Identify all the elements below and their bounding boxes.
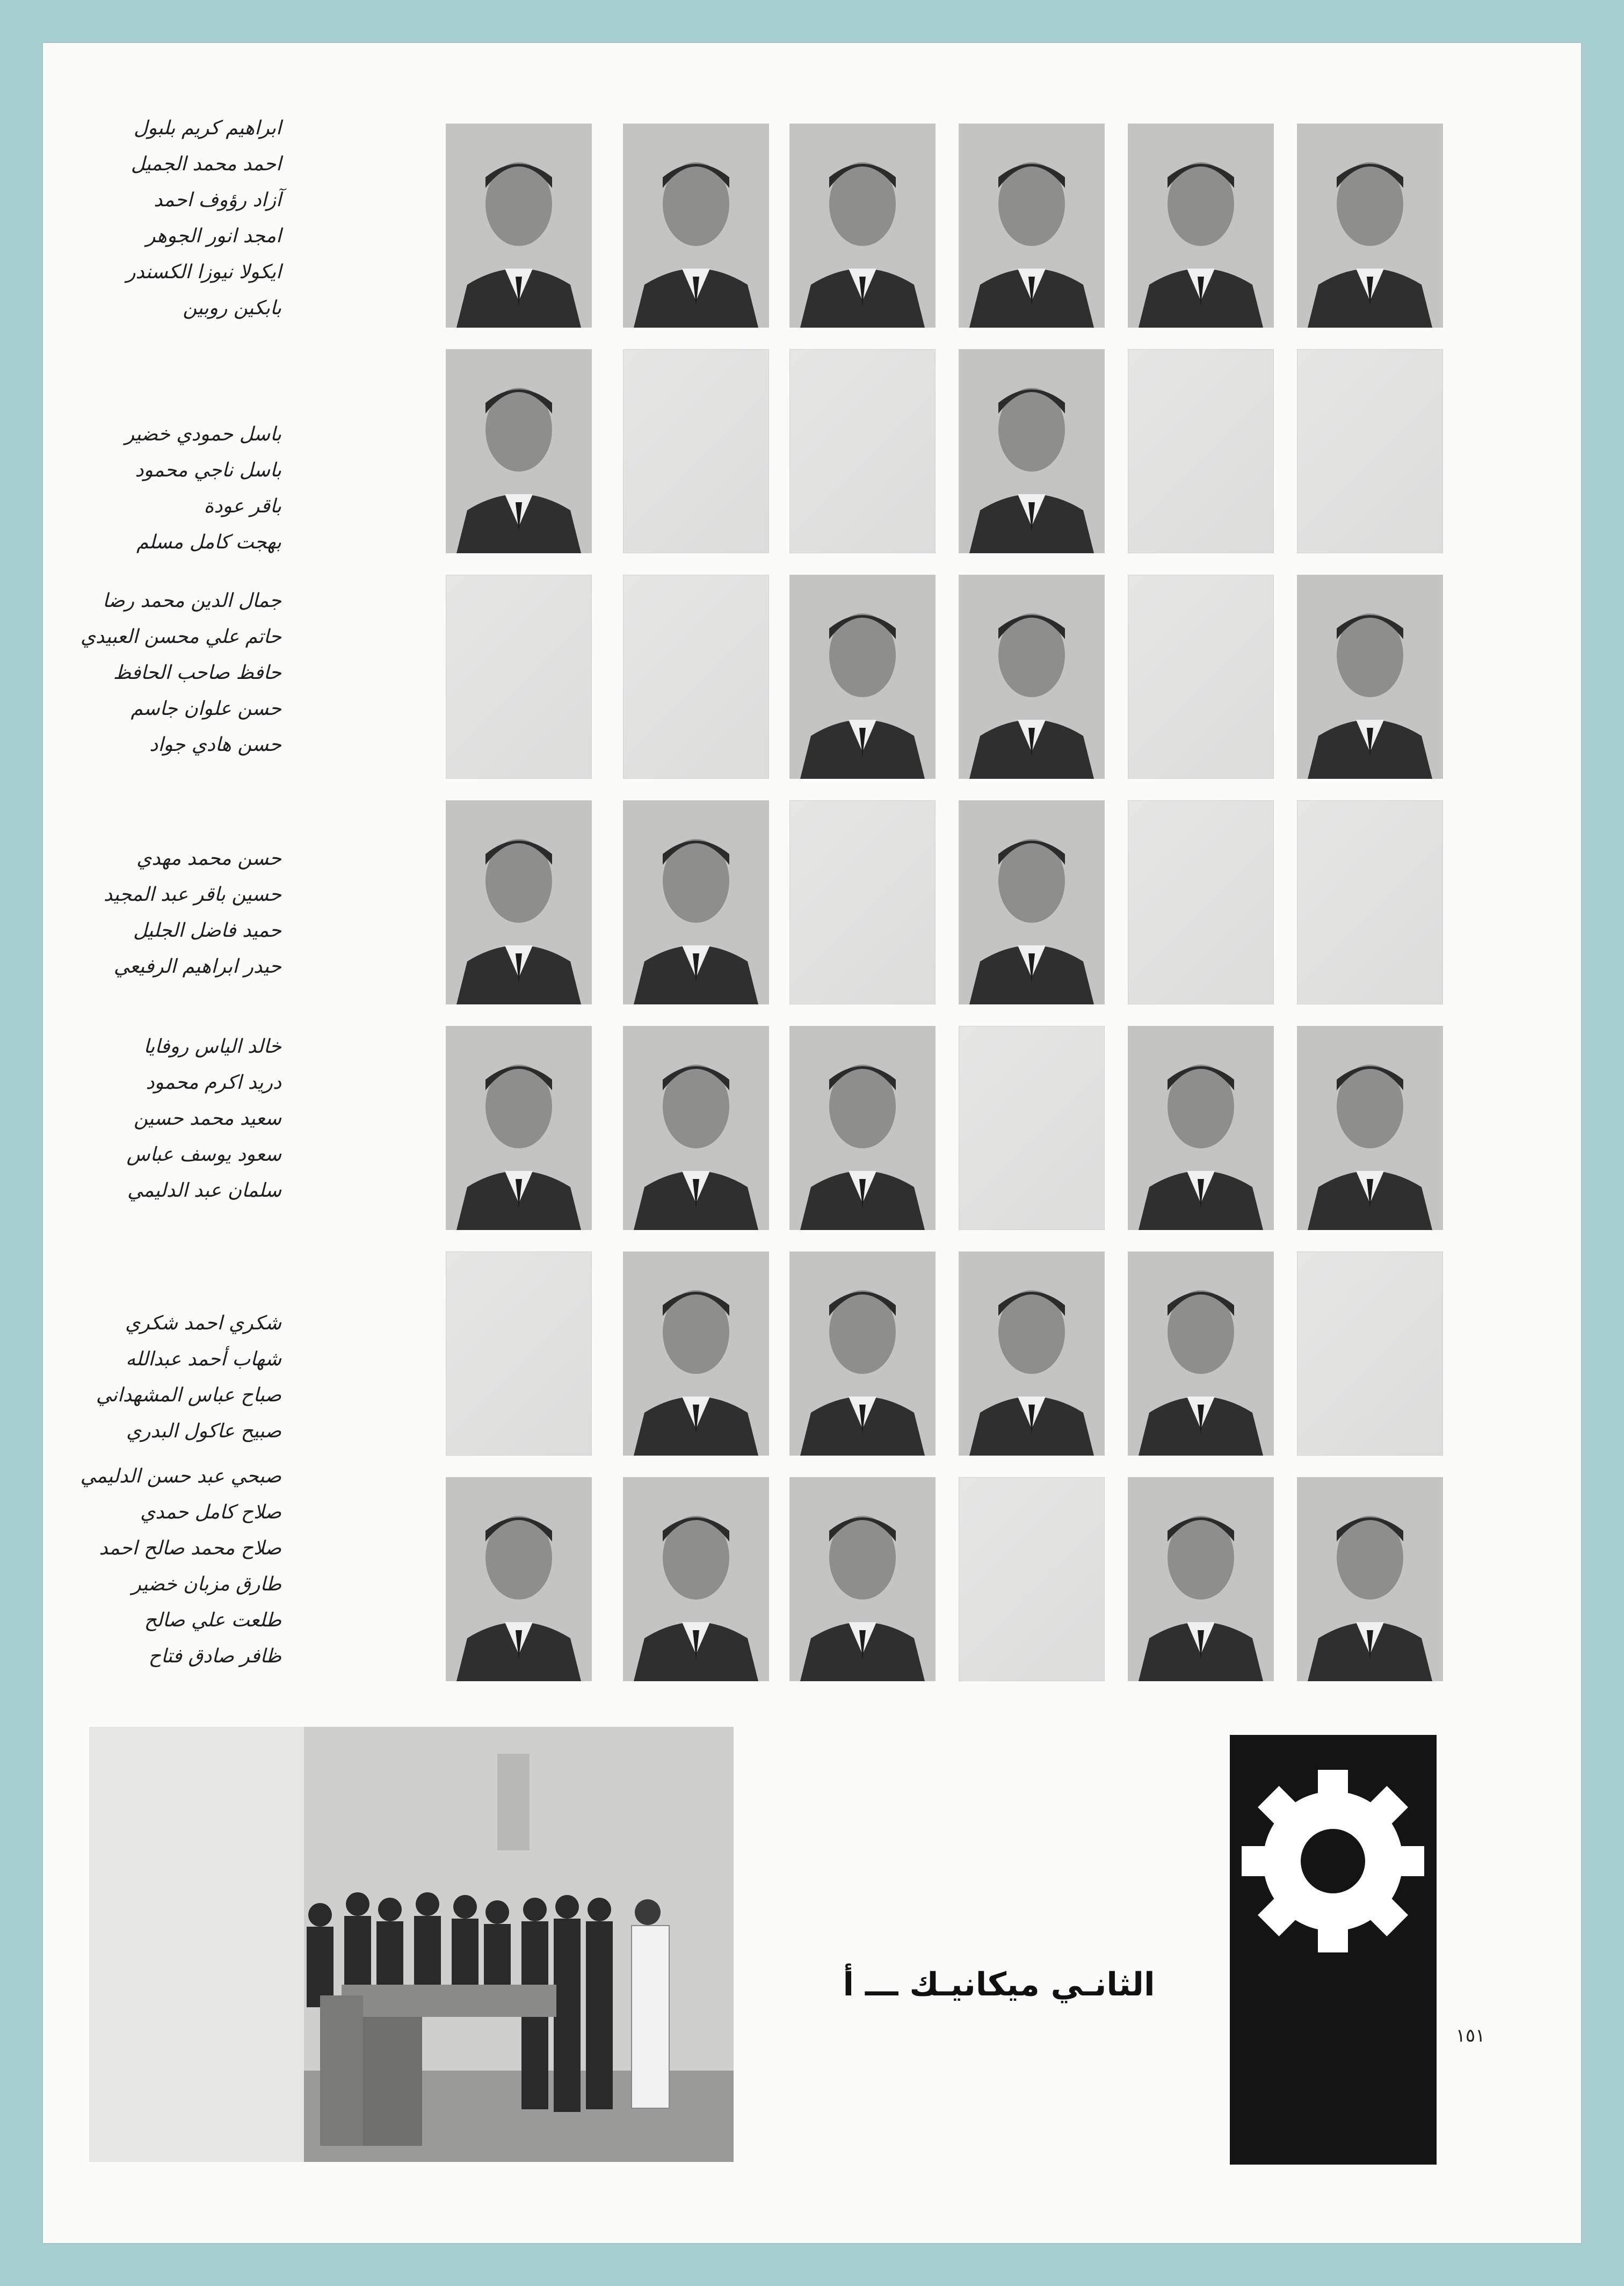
student-name: حسن هادي جواد [149,734,281,756]
student-portrait [1297,124,1443,328]
student-portrait [623,1477,769,1681]
photo-row-5 [446,1026,1493,1241]
name-list-row-1 [126,110,281,326]
name-list-row-2 [125,416,281,560]
student-name: حافظ صاحب الحافظ [113,662,281,684]
student-name: شكري احمد شكري [125,1312,281,1334]
student-name: ظافر صادق فتاح [148,1645,281,1667]
student-portrait [1128,1477,1274,1681]
student-portrait [789,1477,936,1681]
student-name: بهجت كامل مسلم [136,531,281,553]
photo-row-2 [446,349,1493,564]
empty-photo-slot [1297,349,1443,553]
student-portrait [789,575,936,779]
empty-photo-slot [623,349,769,553]
empty-photo-slot [446,1251,592,1456]
name-list-row-4 [104,841,281,985]
student-name: صلاح كامل حمدي [140,1501,281,1523]
student-name: باسل ناجي محمود [135,459,281,481]
page-number: ١٥١ [1455,2025,1485,2046]
empty-photo-slot [446,575,592,779]
student-portrait [959,349,1105,553]
student-portrait [789,1026,936,1230]
student-portrait [446,1477,592,1681]
student-portrait [446,349,592,553]
student-name: حميد فاضل الجليل [133,920,281,942]
empty-photo-slot [1128,349,1274,553]
student-portrait [1128,1251,1274,1456]
student-portrait [1297,1026,1443,1230]
student-name: ابراهيم كريم بلبول [133,117,281,139]
student-name: جمال الدين محمد رضا [103,590,281,612]
student-name: احمد محمد الجميل [130,153,281,175]
student-name: حسن محمد مهدي [136,848,281,870]
student-portrait [623,1026,769,1230]
student-portrait [623,1251,769,1456]
student-portrait [959,1251,1105,1456]
student-name: حاتم علي محسن العبيدي [80,626,281,648]
name-list-row-7 [80,1458,281,1674]
student-name: صبحي عبد حسن الدليمي [80,1465,281,1487]
student-name: حسين باقر عبد المجيد [103,884,281,906]
name-list-row-5 [127,1029,281,1209]
student-portrait [959,575,1105,779]
student-portrait [1297,1477,1443,1681]
empty-photo-slot [1128,575,1274,779]
empty-photo-slot [959,1477,1105,1681]
student-portrait [789,124,936,328]
student-name: ايكولا نيوزا الكسندر [126,261,281,283]
empty-photo-slot [959,1026,1105,1230]
gear-emblem-panel [1230,1735,1437,2165]
student-name: صباح عباس المشهداني [96,1384,281,1406]
photo-row-7 [446,1477,1493,1692]
student-name: صلاح محمد صالح احمد [99,1537,281,1559]
student-name: حسن علوان جاسم [130,698,281,720]
section-title: الثانـي ميكانيـك ـــ أ [843,1966,1155,2003]
empty-photo-slot [789,800,936,1004]
student-name: امجد انور الجوهر [146,225,281,247]
student-portrait [1128,1026,1274,1230]
empty-photo-slot [1297,1251,1443,1456]
student-portrait [959,800,1105,1004]
student-name: صبيح عاكول البدري [126,1420,281,1442]
student-name: آزاد رؤوف احمد [154,189,281,211]
student-portrait [1128,124,1274,328]
student-portrait [789,1251,936,1456]
student-portrait [446,800,592,1004]
student-name: بابكين روبين [183,297,281,319]
empty-photo-slot [1297,800,1443,1004]
photo-row-4 [446,800,1493,1015]
empty-photo-slot [789,349,936,553]
empty-photo-slot [623,575,769,779]
student-name: باسل حمودي خضير [125,423,281,445]
class-group-photo [89,1727,734,2162]
student-portrait [1297,575,1443,779]
student-name: سعيد محمد حسين [133,1108,281,1130]
photo-row-3 [446,575,1493,790]
photo-row-6 [446,1251,1493,1466]
yearbook-page [43,43,1581,2243]
gear-icon [1230,1735,1437,2165]
student-portrait [959,124,1105,328]
empty-photo-slot [1128,800,1274,1004]
student-name: سلمان عبد الدليمي [127,1180,281,1202]
class-group-photo-image [89,1727,734,2162]
name-list-row-3 [81,583,281,763]
student-name: باقر عودة [204,495,281,517]
student-name: طارق مزبان خضير [132,1573,281,1595]
student-portrait [623,124,769,328]
student-portrait [446,1026,592,1230]
student-portrait [623,800,769,1004]
student-portrait [446,124,592,328]
student-name: حيدر ابراهيم الرفيعي [113,956,281,978]
student-name: دريد اكرم محمود [146,1072,281,1094]
student-name: خالد الياس روفايا [143,1036,281,1058]
name-list-row-6 [96,1305,281,1449]
photo-row-1 [446,124,1493,338]
student-name: طلعت علي صالح [144,1609,281,1631]
student-name: شهاب أحمد عبدالله [126,1348,281,1370]
student-name: سعود يوسف عباس [126,1144,281,1166]
